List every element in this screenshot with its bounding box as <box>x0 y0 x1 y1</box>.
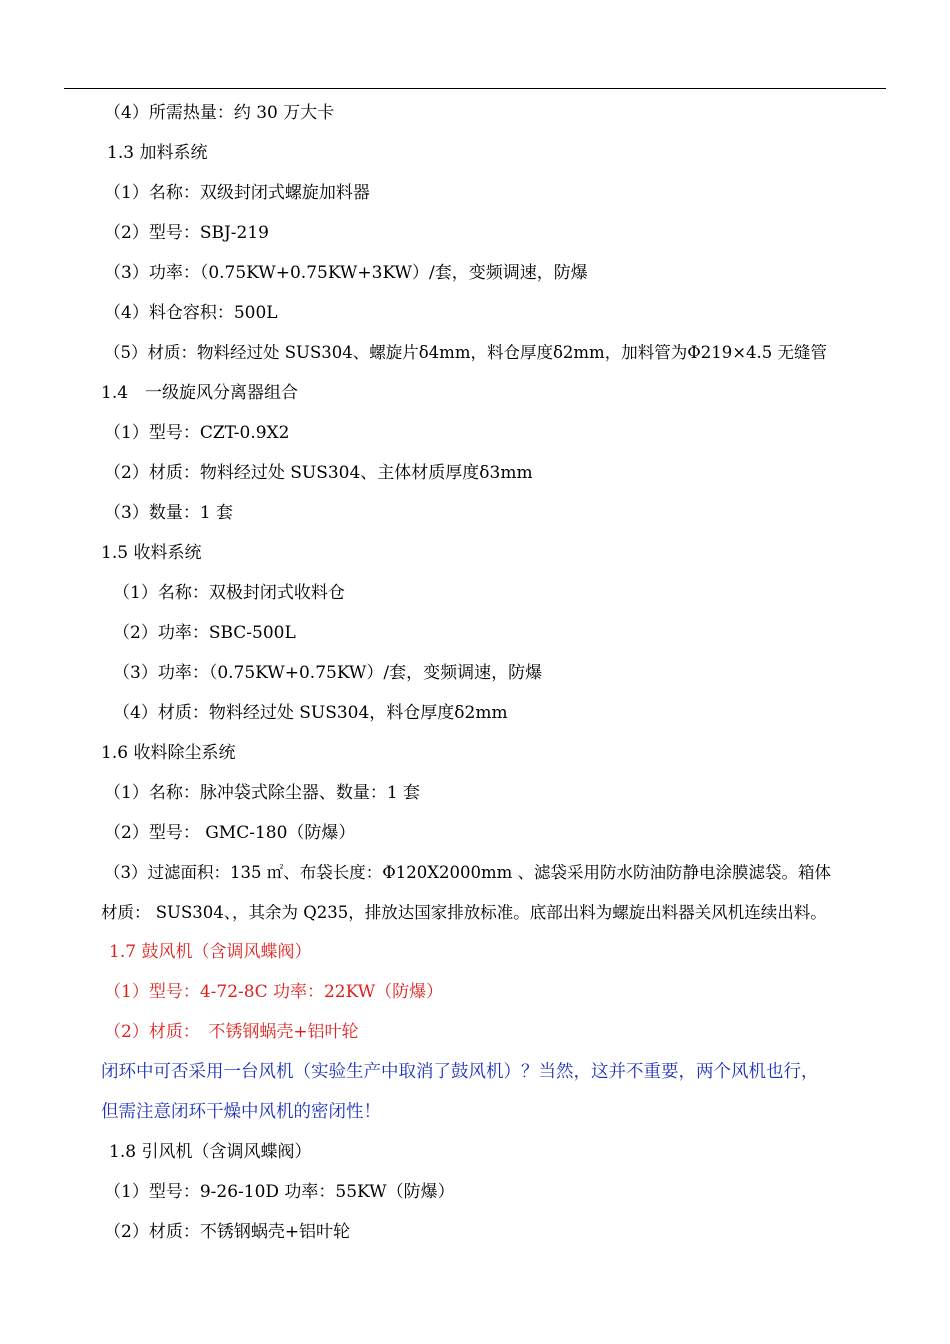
dust-filter-material-line: 材质： SUS304、，其余为 Q235，排放达国家排放标准。底部出料为螺旋出料器关风机连续出料。 <box>101 903 827 922</box>
section-1-3-heading: 1.3 加料系统 <box>107 143 208 163</box>
blower-model-line: （1）型号：4-72-8C 功率：22KW（防爆） <box>104 982 444 1002</box>
induced-fan-model-line: （1）型号：9-26-10D 功率：55KW（防爆） <box>104 1182 455 1202</box>
cyclone-material-line: （2）材质：物料经过处 SUS304、主体材质厚度δ3mm <box>104 463 533 483</box>
section-1-7-heading: 1.7 鼓风机（含调风蝶阀） <box>109 942 312 962</box>
collector-model-line: （2）功率：SBC-500L <box>113 623 296 643</box>
collector-name-line: （1）名称：双极封闭式收料仓 <box>113 583 345 603</box>
note-line-1: 闭环中可否采用一台风机（实验生产中取消了鼓风机）？当然，这并不重要，两个风机也行， <box>101 1062 819 1082</box>
header-rule <box>64 88 886 89</box>
section-1-6-heading: 1.6 收料除尘系统 <box>101 743 236 763</box>
section-1-4-heading: 1.4 一级旋风分离器组合 <box>101 383 299 403</box>
section-1-8-heading: 1.8 引风机（含调风蝶阀） <box>109 1142 312 1162</box>
induced-fan-material-line: （2）材质：不锈钢蜗壳+铝叶轮 <box>104 1222 351 1242</box>
note-line-2: 但需注意闭环干燥中风机的密闭性！ <box>101 1102 381 1122</box>
feeder-model-line: （2）型号：SBJ-219 <box>104 223 269 243</box>
heat-requirement-line: （4）所需热量：约 30 万大卡 <box>104 103 335 123</box>
feeder-volume-line: （4）料仓容积：500L <box>104 303 278 323</box>
cyclone-model-line: （1）型号：CZT-0.9X2 <box>104 423 290 443</box>
dust-filter-name-line: （1）名称：脉冲袋式除尘器、数量：1 套 <box>104 783 421 803</box>
feeder-name-line: （1）名称：双级封闭式螺旋加料器 <box>104 183 370 203</box>
feeder-material-line: （5）材质：物料经过处 SUS304、螺旋片δ4mm，料仓厚度δ2mm，加料管为Φ219×4.5 无缝管 <box>104 343 828 362</box>
blower-material-line: （2）材质： 不锈钢蜗壳+铝叶轮 <box>104 1022 359 1042</box>
collector-power-line: （3）功率：（0.75KW+0.75KW）/套，变频调速，防爆 <box>113 663 543 683</box>
dust-filter-area-line: （3）过滤面积：135 ㎡、布袋长度：Φ120X2000mm 、滤袋采用防水防油防静电涂膜滤袋。箱体 <box>104 863 832 882</box>
cyclone-quantity-line: （3）数量：1 套 <box>104 503 234 523</box>
collector-material-line: （4）材质：物料经过处 SUS304，料仓厚度δ2mm <box>113 703 508 723</box>
dust-filter-model-line: （2）型号： GMC-180（防爆） <box>104 823 356 843</box>
section-1-5-heading: 1.5 收料系统 <box>101 543 202 563</box>
feeder-power-line: （3）功率：（0.75KW+0.75KW+3KW）/套，变频调速，防爆 <box>104 263 588 283</box>
